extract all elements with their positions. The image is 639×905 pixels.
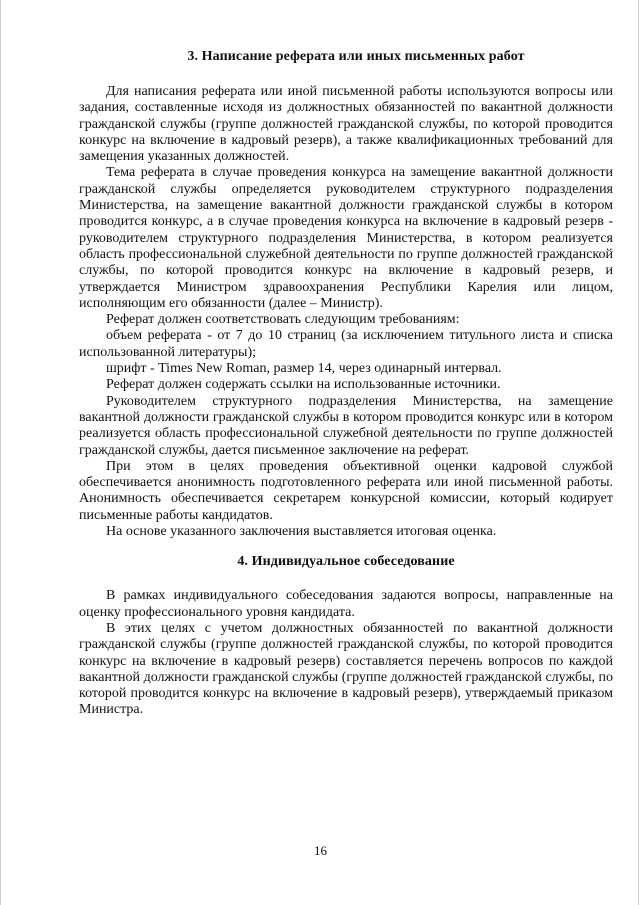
paragraph: Реферат должен соответствовать следующим требованиям: (106, 312, 460, 328)
paragraph: Реферат должен содержать ссылки на использованные источники. (106, 377, 501, 393)
paragraph: объем реферата - от 7 до 10 страниц (за исключением титульного листа и списка использованной литературы); (79, 328, 613, 360)
paragraph: Для написания реферата или иной письменной работы используются вопросы или задания, составленные исходя из должностных обязанностей по вакантной должности гражданской службы (группе должностей гражданской службы, по которой проводится конкурс на включение в кадровый резерв), а также квалификационных требований для замещения указанных должностей. (79, 84, 613, 165)
section-4-title: 4. Индивидуальное собеседование (237, 554, 455, 570)
paragraph: На основе указанного заключения выставляется итоговая оценка. (106, 524, 497, 540)
section-3-title: 3. Написание реферата или иных письменных работ (187, 49, 525, 64)
paragraph: В этих целях с учетом должностных обязанностей по вакантной должности гражданской службы (группе должностей гражданской службы, по которой проводится конкурс на включение в кадровый резерв) составляется перечень вопросов по каждой вакантной должности гражданской службы (группе должностей гражданской службы, по которой проводится конкурс на включение в кадровый резерв), утверждаемый приказом Министра. (79, 620, 613, 718)
paragraph: В рамках индивидуального собеседования задаются вопросы, направленные на оценку профессионального уровня кандидата. (79, 588, 613, 620)
paragraph: Руководителем структурного подразделения Министерства, на замещение вакантной должности гражданской службы в котором проводится конкурс или в котором реализуется область профессиональной служебной деятельности по группе должностей гражданской службы, дается письменное заключение на реферат. (79, 393, 613, 458)
page-number: 16 (314, 843, 327, 858)
paragraph: При этом в целях проведения объективной оценки кадровой службой обеспечивается анонимность подготовленного реферата или иной письменной работы. Анонимность обеспечивается секретарем конкурсной комиссии, который кодирует письменные работы кандидатов. (79, 458, 613, 523)
page-content (79, 48, 613, 719)
section-3-body (79, 84, 613, 540)
paragraph: шрифт - Times New Roman, размер 14, через одинарный интервал. (106, 361, 502, 377)
section-4-body (79, 588, 613, 718)
paragraph: Тема реферата в случае проведения конкурса на замещение вакантной должности гражданской службы определяется руководителем структурного подразделения Министерства, на замещение вакантной должности гражданской службы в котором проводится конкурс, а в случае проведения конкурса на включение в кадровый резерв - руководителем структурного подразделения Министерства, в котором реализуется область профессиональной служебной деятельности по группе должностей гражданской службы, по которой проводится конкурс на включение в кадровый резерв, и утверждается Министром здравоохранения Республики Карелия или лицом, исполняющим его обязанности (далее – Министр). (79, 165, 613, 311)
